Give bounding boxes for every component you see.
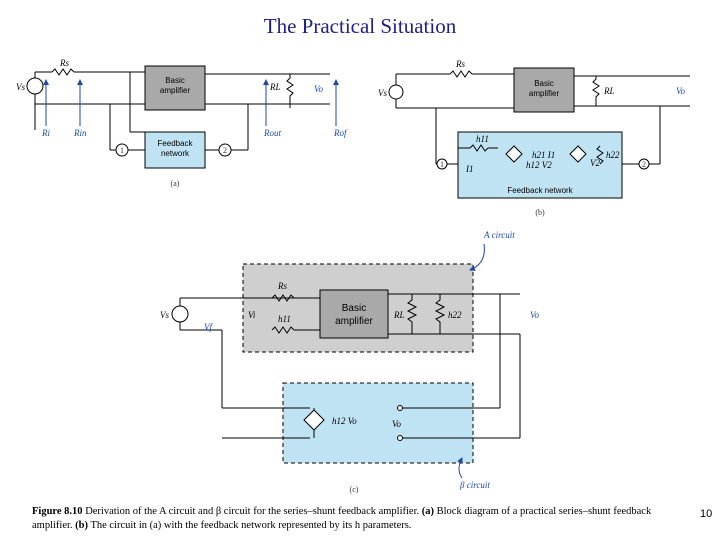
basic-amplifier-box-c (320, 290, 388, 338)
feedback-label-a-1: Feedback (157, 139, 193, 148)
port1-b: 1 (440, 160, 444, 169)
beta-circuit-label: β circuit (460, 480, 490, 490)
rl-label-b: RL (604, 86, 615, 96)
h22-label-c: h22 (448, 310, 462, 320)
vf-label-c: Vf (204, 322, 212, 332)
page-number: 10 (700, 508, 713, 520)
rl-label-a: RL (270, 82, 281, 92)
i1-label-b: I1 (466, 164, 474, 174)
amp-label-a-2: amplifier (159, 86, 191, 95)
sub-label-a: (a) (170, 179, 180, 188)
rof-label-a: Rof (334, 128, 347, 138)
page-title: The Practical Situation (263, 14, 457, 38)
ri-label-a: Ri (42, 128, 50, 138)
port2-b: 2 (642, 160, 646, 169)
rin-label-a: Rin (74, 128, 87, 138)
diagram-c (172, 264, 520, 463)
h11-label-b: h11 (476, 134, 489, 144)
feedback-label-b: Feedback network (507, 186, 573, 195)
caption-part-a-label: (a) (421, 506, 435, 517)
vs-label-b: Vs (378, 88, 387, 98)
vi-label-c: Vi (248, 310, 256, 320)
vo-beta-label-c: Vo (392, 419, 401, 429)
caption-part-a-text: Block diagram of a practical series–shunt feedback amplifier. (32, 506, 652, 531)
rs-resistor-b (450, 71, 472, 77)
caption-figure-label: Figure 8.10 (32, 506, 83, 517)
amp-label-c-2: amplifier (335, 316, 373, 327)
rs-resistor-a (52, 69, 74, 75)
a-circuit-label: A circuit (484, 230, 515, 240)
rs-label-a: Rs (60, 58, 69, 68)
rl-label-c: RL (394, 310, 405, 320)
voltage-source-a (27, 78, 43, 94)
caption-part-b-label: (b) (75, 520, 88, 531)
h22-label-b: h22 (606, 150, 620, 160)
rs-label-b: Rs (456, 59, 465, 69)
rs-label-c: Rs (278, 281, 287, 291)
vo-label-c: Vo (530, 310, 539, 320)
vo-label-b: Vo (676, 86, 685, 96)
caption-text-1: Derivation of the A circuit and β circuit for the series–shunt feedback amplifier. (85, 506, 420, 517)
sub-label-b: (b) (535, 208, 545, 217)
voltage-source-c (172, 306, 188, 322)
h12v2-label-b: h12 V2 (526, 160, 552, 170)
figure-caption (32, 505, 692, 533)
port2-a: 2 (223, 146, 227, 155)
amp-label-b-2: amplifier (528, 89, 560, 98)
amp-label-c-1: Basic (341, 303, 367, 314)
amp-label-b-1: Basic (534, 79, 554, 88)
amp-label-a-1: Basic (165, 76, 185, 85)
feedback-label-a-2: network (160, 149, 190, 158)
rl-resistor-b (593, 76, 599, 106)
voltage-source-b (389, 85, 403, 99)
h11-label-c: h11 (278, 314, 291, 324)
caption-part-b-text: The circuit in (a) with the feedback network represented by its h parameters. (90, 520, 412, 531)
rout-label-a: Rout (264, 128, 281, 138)
h21i1-label-b: h21 I1 (532, 150, 556, 160)
vo-label-a: Vo (314, 84, 323, 94)
sub-label-c: (c) (349, 485, 359, 494)
vs-label-c: Vs (160, 310, 169, 320)
rl-resistor-a (287, 74, 293, 108)
h12vo-label-c: h12 Vo (332, 416, 357, 426)
v2-label-b: V2 (590, 158, 600, 168)
port1-a: 1 (120, 146, 124, 155)
vs-label-a: Vs (16, 82, 25, 92)
